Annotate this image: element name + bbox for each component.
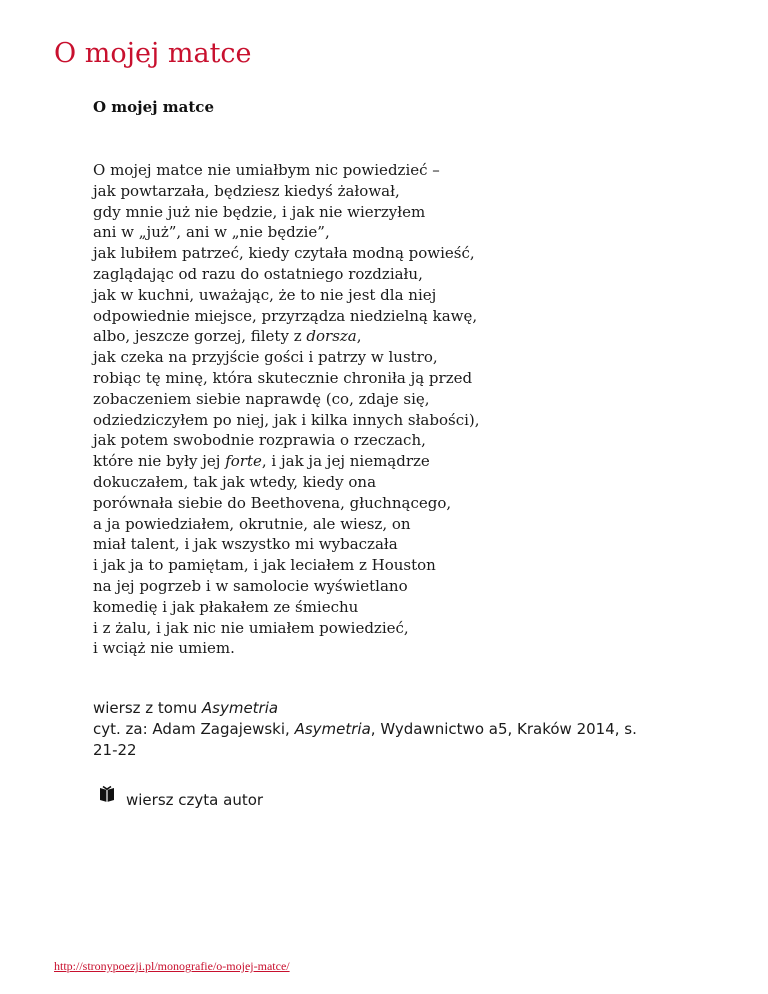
poem-line: komedię i jak płakałem ze śmiechu [93, 597, 359, 616]
poem-line-text: albo, jeszcze gorzej, filety z [93, 327, 307, 346]
poem-italic-word: dorsza [306, 327, 357, 346]
poem-line: na jej pogrzeb i w samolocie wyświetlano [93, 576, 408, 595]
poem-line: i jak ja to pamiętam, i jak leciałem z Houston [93, 556, 436, 575]
poem-line: i wciąż nie umiem. [93, 639, 235, 658]
poem-line-text: , [356, 327, 362, 346]
poem-line: odpowiednie miejsce, przyrządza niedzielną kawę, [93, 306, 478, 325]
page-title: O mojej matce [54, 38, 252, 69]
audio-link-label: wiersz czyta autor [126, 791, 264, 809]
poem-italic-word: forte [225, 452, 262, 471]
poem-line-text: , i jak ja jej niemądrze [261, 452, 430, 471]
poem-line: jak czeka na przyjście gości i patrzy w lustro, [93, 348, 438, 367]
source-text: , Wydawnictwo a5, Kraków 2014, s. [370, 720, 637, 738]
poem-line: jak lubiłem patrzeć, kiedy czytała modną powieść, [93, 244, 475, 263]
source-line [93, 698, 693, 719]
poem-line [93, 451, 653, 472]
poem-line [93, 326, 653, 347]
source-text: cyt. za: Adam Zagajewski, [93, 720, 295, 738]
source-text: wiersz z tomu [93, 699, 202, 717]
source-line: 21-22 [93, 741, 137, 759]
poem-line: miał talent, i jak wszystko mi wybaczała [93, 535, 398, 554]
poem-line: i z żalu, i jak nic nie umiałem powiedzieć, [93, 618, 409, 637]
book-title: Asymetria [294, 720, 371, 738]
poem-line: jak w kuchni, uważając, że to nie jest dla niej [93, 285, 437, 304]
poem-line: jak powtarzała, będziesz kiedyś żałował, [93, 181, 400, 200]
book-title: Asymetria [201, 699, 279, 717]
source-citation [93, 698, 693, 761]
poem-line: gdy mnie już nie będzie, i jak nie wierzyłem [93, 202, 426, 221]
poem-line: dokuczałem, tak jak wtedy, kiedy ona [93, 472, 377, 491]
poem-line: odziedziczyłem po niej, jak i kilka innych słabości), [93, 410, 480, 429]
poem-line: porównała siebie do Beethovena, głuchnącego, [93, 493, 452, 512]
book-icon [98, 785, 116, 803]
poem-line: a ja powiedziałem, okrutnie, ale wiesz, on [93, 514, 411, 533]
poem-line: robiąc tę minę, która skutecznie chroniła ją przed [93, 368, 473, 387]
source-url-link[interactable]: http://stronypoezji.pl/monografie/o-mojej-matce/ [54, 959, 290, 973]
poem-line: zaglądając od razu do ostatniego rozdziału, [93, 264, 423, 283]
poem-line: zobaczeniem siebie naprawdę (co, zdaje się, [93, 389, 430, 408]
poem-line-text: które nie były jej [93, 452, 226, 471]
source-line [93, 719, 693, 740]
audio-link[interactable] [98, 784, 263, 809]
poem-title: O mojej matce [93, 98, 214, 116]
poem-body [93, 160, 653, 659]
poem-line: jak potem swobodnie rozprawia o rzeczach, [93, 431, 426, 450]
poem-line: ani w „już”, ani w „nie będzie”, [93, 223, 330, 242]
poem-line: O mojej matce nie umiałbym nic powiedzieć – [93, 161, 440, 179]
